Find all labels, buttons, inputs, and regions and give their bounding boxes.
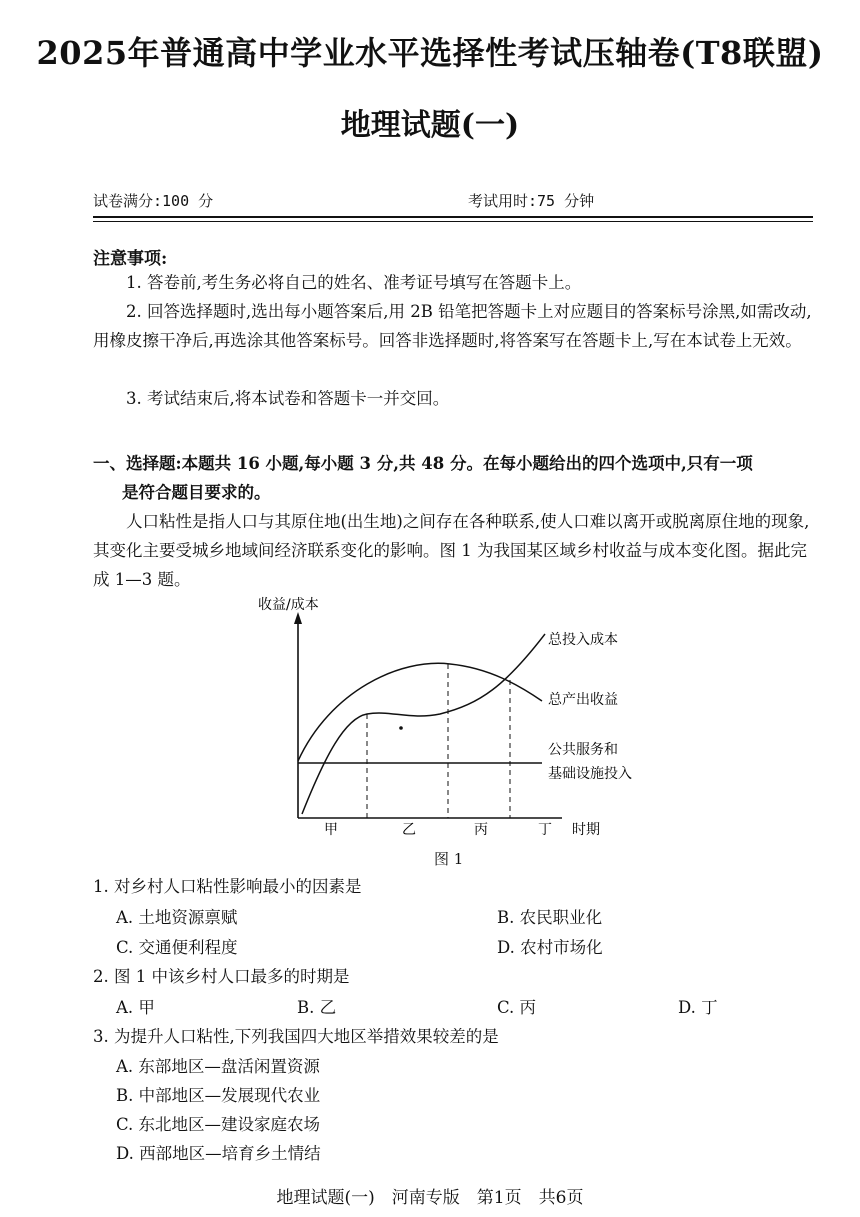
q2-option-c[interactable]: C. 丙: [497, 998, 537, 1017]
exam-time: 考试用时:75 分钟: [468, 192, 595, 210]
period-ding: 丁: [538, 822, 552, 838]
notes-heading: 注意事项:: [93, 249, 168, 269]
q1-option-d[interactable]: D. 农村市场化: [497, 938, 603, 957]
figure-caption: 图 1: [434, 850, 464, 868]
period-jia: 甲: [324, 822, 338, 838]
question-2-stem: 2. 图 1 中该乡村人口最多的时期是: [93, 967, 350, 986]
full-score: 试卷满分:100 分: [93, 192, 214, 210]
question-intro: 人口粘性是指人口与其原住地(出生地)之间存在各种联系,使人口难以离开或脱离原住地的现象,其变化主要受城乡地域间经济联系变化的影响。图 1 为我国某区域乡村收益与成本变化图。据此完成 1—3 题。: [93, 512, 810, 589]
q3-option-c[interactable]: C. 东北地区—建设家庭农场: [116, 1115, 321, 1134]
page-footer: 地理试题(一) 河南专版 第1页 共6页: [276, 1188, 584, 1208]
period-yi: 乙: [402, 822, 416, 838]
q3-option-d[interactable]: D. 西部地区—培育乡土情结: [116, 1144, 321, 1163]
exam-subtitle: 地理试题(一): [340, 108, 520, 143]
note-item-1: 1. 答卷前,考生务必将自己的姓名、准考证号填写在答题卡上。: [126, 273, 582, 292]
q2-option-b[interactable]: B. 乙: [297, 998, 337, 1017]
label-total-output: 总产出收益: [548, 692, 618, 708]
q1-option-a[interactable]: A. 土地资源禀赋: [116, 908, 238, 927]
q1-option-c[interactable]: C. 交通便利程度: [116, 938, 238, 957]
question-1-stem: 1. 对乡村人口粘性影响最小的因素是: [93, 877, 362, 896]
y-axis-arrow: [294, 612, 302, 624]
figure-1-chart: [250, 596, 650, 846]
x-axis-label: 时期: [572, 822, 600, 838]
q2-option-d[interactable]: D. 丁: [678, 998, 718, 1017]
q3-option-b[interactable]: B. 中部地区—发展现代农业: [116, 1086, 321, 1105]
label-public-service-2: 基础设施投入: [548, 766, 632, 782]
y-axis-label: 收益/成本: [258, 597, 319, 613]
question-3-stem: 3. 为提升人口粘性,下列我国四大地区举措效果较差的是: [93, 1027, 499, 1046]
period-bing: 丙: [474, 822, 488, 838]
q2-option-a[interactable]: A. 甲: [116, 998, 155, 1017]
stray-dot: [399, 726, 403, 730]
q3-option-a[interactable]: A. 东部地区—盘活闲置资源: [116, 1057, 320, 1076]
section-heading-line2: 是符合题目要求的。: [122, 483, 271, 502]
label-public-service-1: 公共服务和: [548, 742, 618, 758]
q1-option-b[interactable]: B. 农民职业化: [497, 908, 603, 927]
header-divider-thin: [93, 221, 813, 222]
section-heading-line1: 一、选择题:本题共 16 小题,每小题 3 分,共 48 分。在每小题给出的四个选项中,只有一项: [93, 454, 753, 473]
note-item-3: 3. 考试结束后,将本试卷和答题卡一并交回。: [126, 389, 450, 408]
input-cost-curve: [302, 634, 545, 814]
label-total-cost: 总投入成本: [548, 632, 618, 648]
note-item-2: 2. 回答选择题时,选出每小题答案后,用 2B 铅笔把答题卡上对应题目的答案标号涂黑,如需改动,用橡皮擦干净后,再选涂其他答案标号。回答非选择题时,将答案写在答题卡上,写在本试卷上无效。: [93, 302, 812, 350]
exam-title: 2025年普通高中学业水平选择性考试压轴卷(T8联盟): [36, 34, 824, 72]
header-divider: [93, 216, 813, 218]
